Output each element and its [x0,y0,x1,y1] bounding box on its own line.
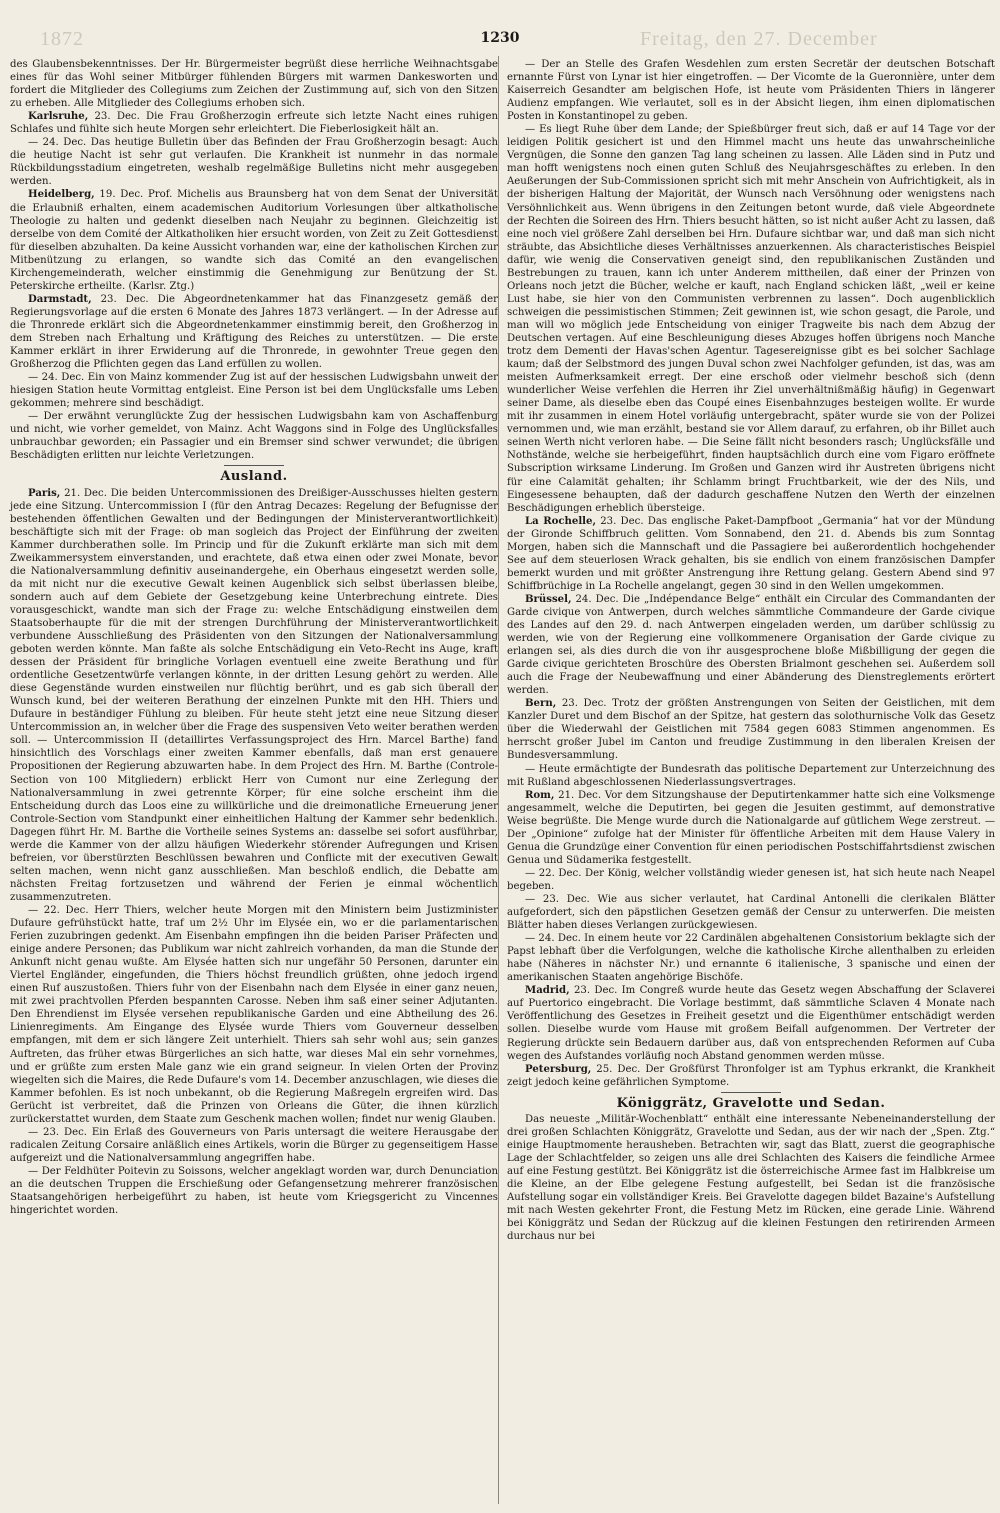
article-paragraph [10,410,498,462]
article-paragraph [507,593,995,697]
article-paragraph [10,110,498,136]
article-paragraph [507,515,995,593]
article-paragraph [507,1063,995,1089]
article-paragraph [507,932,995,984]
dateline: Heidelberg, [28,188,95,201]
dateline: Brüssel, [525,592,572,605]
bleed-through-year: 1872 [40,28,84,50]
article-paragraph [507,763,995,789]
paragraph-text: — 22. Dec. Der König, welcher vollständig wieder genesen ist, hat sich heute nach Neapel begeben. [507,867,995,892]
paragraph-text: 25. Dec. Der Großfürst Thronfolger ist am Typhus erkrankt, die Krankheit zeigt jedoch keine gefährlichen Symptome. [507,1063,995,1088]
article-paragraph [10,371,498,410]
dateline: Madrid, [525,984,570,997]
paragraph-text: — 23. Dec. Wie aus sicher verlautet, hat Cardinal Antonelli die clerikalen Blätter aufgefordert, sich den päpstlichen Gesetzen gemäß der Censur zu unterwerfen. Die meisten Blätter haben dieses Verlangen zurückgewiesen. [507,894,995,932]
paragraph-text: Das neueste „Militär-Wochenblatt“ enthält eine interessante Nebeneinanderstellung der drei großen Schlachten Königgrätz, Gravelotte und Sedan, aus der wir nach der „Spen. Ztg.“ einige Hauptmomente herausheben. Betrachten wir, sagt das Blatt, zuerst die geographische Lage der Schlachtfelder, so zeigen uns alle drei Schlachten des Kaisers die feindliche Armee auf eine Festung gestützt. Bei Königgrätz ist die österreichische Armee fast im Halbkreise um die Kleine, an der Elbe gelegene Festung aufgestellt, bei Sedan ist die französische Aufstellung sogar ein vollständiger Kreis. Bei Gravelotte dagegen bildet Bazaine's Aufstellung mit nach Westen gekehrter Front, die Festung Metz im Rücken, eine gerade Linie. Während bei Königgrätz und Sedan der Rückzug auf die kleinen Festungen den retirirenden Armeen durchaus nur bei [507,1113,995,1243]
section-rule [721,1092,781,1093]
page-number: 1230 [480,30,520,46]
paragraph-text: — 23. Dec. Ein Erlaß des Gouverneurs von Paris untersagt die weitere Herausgabe der radicalen Zeitung Corsaire anläßlich eines Artikels, worin die Bürger zu gegenseitigem Hasse aufgereizt und die Nationalversammlung angegriffen habe. [10,1126,498,1164]
paragraph-text: — Der Feldhüter Poitevin zu Soissons, welcher angeklagt worden war, durch Denunciation an die deutschen Truppen die Erschießung oder Gefangensetzung mehrerer französischen Staatsangehörigen herbeigeführt zu haben, ist heute vom Kriegsgericht zu Vincennes hingerichtet worden. [10,1165,498,1217]
right-column [507,58,995,1243]
paragraph-text: — Heute ermächtigte der Bundesrath das politische Departement zur Unterzeichnung des mit Rußland abgeschlossenen Niederlassungsvertrages. [507,763,995,788]
paragraph-text: — Es liegt Ruhe über dem Lande; der Spießbürger freut sich, daß er auf 14 Tage vor der leidigen Politik gesichert ist und den Himmel macht uns heute das unwahrscheinliche Vergnügen, die Sonne den ganzen Tag lang scheinen zu lassen. Alle Läden sind in Putz und man hofft wenigstens noch einen guten Schluß des Neujahrsgeschäftes zu erleben. In den Aeußerungen der Sub-Commissionen spricht sich mit mehr Anschein von Aufrichtigkeit, als in der bisherigen Haltung der Majorität, der Wunsch nach Versöhnung oder wenigstens nach Versöhnlichkeit aus. Wenn übrigens in den Zeitungen betont wurde, daß viele Abgeordnete der Rechten die Soireen des Hrn. Thiers besucht hätten, so ist nicht außer Acht zu lassen, daß eine noch viel größere Zahl derselben bei Hrn. Dufaure sichtbar war, und daß man sich nicht sträubte, das Absichtliche dieses Verhältnisses anzuerkennen. Als characteristisches Beispiel dafür, wie wenig die Conservativen geneigt sind, den republikanischen Zuständen und Bestrebungen zu trauen, kann ich unter Anderem mittheilen, daß einer der Prinzen von Orleans noch jetzt die Bücher, welche er kauft, nach England schicken läßt, „weil er keine Lust habe, sie hier von den Communisten verbrennen zu lassen“. Doch augenblicklich schweigen die pessimistischen Stimmen; Zeit gewinnen ist, wie schon gesagt, die Parole, und man will wo möglich jede Entscheidung von einiger Tragweite bis nach dem Abzug der Deutschen vertagen. Auf eine Beschleunigung dieses Abzuges hoffen übrigens noch Manche trotz dem Dementi der Havas'schen Agentur. Tagesereignisse gibt es bei solcher Sachlage kaum; daß der Selbstmord des jungen Duval schon zwei Nachfolger gefunden, ist das, was am meisten Aufmerksamkeit erregt. Der eine erschoß oder vielmehr beschoß sich (denn wunderlicher Weise verfehlen die Herren ihr Ziel unverhältnißmäßig häufig) in Gegenwart seiner Dame, als dieselbe eben das Coupé eines Eisenbahnzuges besteigen wollte. Er wurde mit ihr zusammen in einem Hotel vorläufig untergebracht, später wurde sie von der Polizei vernommen und, wie man erzählt, bestand sie vor Allem darauf, zu erfahren, ob ihr Billet auch seinen Werth nicht verloren habe. — Die Seine fällt nicht besonders rasch; Unglücksfälle und Nothstände, welche sie herbeigeführt, finden hauptsächlich durch eine vom Figaro eröffnete Subscription wirksame Linderung. Im Großen und Ganzen wird ihr Austreten übrigens nicht für eine Calamität gehalten; ihr Schlamm bringt Fruchtbarkeit, wie der des Nils, und Eingesessene behaupten, daß der dadurch geschaffene Nutzen den Werth der einzelnen Beschädigungen erheblich übersteige. [507,124,995,514]
article-paragraph [10,487,498,905]
paragraph-text: — 22. Dec. Herr Thiers, welcher heute Morgen mit den Ministern beim Justizminister Dufaure gefrühstückt hatte, traf um 2½ Uhr im Elysée ein, wo er die parlamentarischen Ferien zuzubringen gedenkt. Am Eisenbahn empfingen ihn die beiden Pariser Präfecten und einige andere Personen; das Publikum war nicht zahlreich vorhanden, da man die Stunde der Ankunft nicht genau wußte. Am Elysée hatten sich nur ungefähr 50 Personen, darunter ein Viertel Engländer, eingefunden, die Thiers höchst freundlich grüßten, ohne jedoch irgend einen Ruf auszustoßen. Thiers fuhr von der Eisenbahn nach dem Elysée in einer ganz neuen, mit zwei prachtvollen Pferden bespannten Carosse. Neben ihm saß einer seiner Adjutanten. Den Ehrendienst im Elysée versehen republikanische Garden und eine Abtheilung des 26. Linienregiments. Am Eingange des Elysée wurde Thiers vom Gouverneur desselben empfangen, mit dem er sich längere Zeit unterhielt. Thiers sah sehr wohl aus; sein ganzes Auftreten, das früher etwas Bürgerliches an sich hatte, war dieses Mal ein sehr vornehmes, und er grüßte zum ersten Male ganz wie ein grand seigneur. In vielen Orten der Provinz wiegelten sich die Maires, die Rede Dufaure's vom 14. December anzuschlagen, wie dieses die Kammer befohlen. Es ist noch unbekannt, ob die Regierung Maßregeln ergreifen wird. Das Gerücht ist verbreitet, daß die Prinzen von Orleans die Güter, die ihnen kürzlich zurückerstattet wurden, dem Staate zum Geschenk machen wollen; findet nur wenig Glauben. [10,905,499,1125]
bleed-through-date: Freitag, den 27. December [640,28,878,50]
article-paragraph [10,904,498,1126]
paragraph-text: — 24. Dec. Das heutige Bulletin über das Befinden der Frau Großherzogin besagt: Auch die heutige Nacht ist sehr gut verlaufen. Die Krankheit ist nunmehr in das normale Rückbildungsstadium eingetreten, weshalb regelmäßige Bulletins nicht mehr ausgegeben werden. [10,137,498,188]
article-paragraph [507,1113,995,1243]
article-paragraph [10,136,498,188]
article-paragraph [10,58,498,110]
paragraph-text: des Glaubensbekenntnisses. Der Hr. Bürgermeister begrüßt diese herrliche Weihnachtsgabe eines für das Wohl seiner Mitbürger fühlenden Bürgers mit warmen Dankesworten und fordert die Mitglieder des Collegiums zum Zeichen der Zustimmung auf, sich von den Sitzen zu erheben. Alle Mitglieder des Collegiums erhoben sich. [10,59,498,110]
paragraph-text: 21. Dec. Vor dem Sitzungshause der Deputirtenkammer hatte sich eine Volksmenge angesammelt, welche die Deputirten, bei gegen die Jesuiten gestimmt, auf demonstrative Weise begrüßte. Die Menge wurde durch die Nationalgarde auf gütlichem Wege zerstreut. — Der „Opinione“ zufolge hat der Minister für öffentliche Arbeiten mit dem Hause Valery in Genua die Grundzüge einer Convention für einen periodischen Postschiffahrtsdienst zwischen Genua und Südamerika festgestellt. [507,789,995,866]
paragraph-text: 24. Dec. Die „Indépendance Belge“ enthält ein Circular des Commandanten der Garde civique von Antwerpen, durch welches sämmtliche Commandeure der Garde civique des Landes auf den 29. d. nach Antwerpen eingeladen werden, um darüber schlüssig zu werden, wie von der Regierung eine vollkommenere Organisation der Garde civique zu erlangen sei, als dies durch die von ihr ausgesprochene bloße Mißbilligung der gegen die Garde civique gerichteten Broschüre des Obersten Brialmont geschehen sei. Außerdem soll auch die Frage der Neubewaffnung und einer Abänderung des Dienstreglements erörtert werden. [507,593,995,697]
article-paragraph [10,1126,498,1165]
article-paragraph [507,123,995,514]
paragraph-text: 21. Dec. Die beiden Untercommissionen des Dreißiger-Ausschusses hielten gestern jede eine Sitzung. Untercommission I (für den Antrag Decazes: Regelung der Befugnisse der bestehenden öffentlichen Gewalten und der Bedingungen der Ministerverantwortlichkeit) beschäftigte sich mit der Frage: ob man sogleich das Project der Einführung der zweiten Kammer durchberathen solle. Im Princip und für die Zukunft erklärte man sich mit dem Zweikammersystem einverstanden, und erachtete, daß etwa einen oder zwei Monate, bevor die Nationalversammlung definitiv auseinandergehe, ein Oberhaus eingesetzt werden solle, da mit nicht nur die executive Gewalt keinen Augenblick sich selbst überlassen bleibe, sondern auch auf dem Gebiete der Gesetzgebung keine Unterbrechung eintrete. Dies vorausgeschickt, wandte man sich der Frage zu: welche Entschädigung einstweilen dem Staatsoberhaupte für die mit der strengen Durchführung der Ministerverantwortlichkeit verbundene Ausschließung des Präsidenten von den Sitzungen der Nationalversammlung geboten werden könnte. Man faßte als solche Entschädigung ein Veto-Recht ins Auge, kraft dessen der Präsident für bringliche Vorlagen eventuell eine zweite Berathung und für ordentliche Gesetzentwürfe verlangen könnte, in der dritten Lesung gehört zu werden. Alle diese Gegenstände wurden einstweilen nur flüchtig berührt, und es gab sich überall der Wunsch kund, bei der weiteren Berathung der einzelnen Punkte mit den HH. Thiers und Dufaure in beständiger Fühlung zu bleiben. Für heute steht jetzt eine neue Sitzung dieser Untercommission an, in welcher über die Frage des suspensiven Veto weiter berathen werden soll. — Untercommission II (detaillirtes Verfassungsproject des Hrn. Marcel Barthe) fand hinsichtlich des Vorschlags einer zweiten Kammer ebenfalls, daß man erst genauere Propositionen der Regierung abzuwarten habe. In dem Project des Hrn. M. Barthe (Controle-Section von 100 Mitgliedern) erblickt Herr von Cumont nur eine Zerlegung der Nationalversammlung in zwei getrennte Körper; für eine solche erscheint ihm die Entscheidung durch das Loos eine zu willkürliche und die dreimonatliche Erneuerung jener Controle-Section vom Standpunkt einer einheitlichen Haltung der Kammer sehr bedenklich. Dagegen führt Hr. M. Barthe die Vortheile seines Systems an: dasselbe sei sofort ausführbar, werde die Kammer von der allzu häufigen Wiederkehr störender Aufregungen und Krisen befreien, vor überstürzten Beschlüssen bewahren und Conflicte mit der executiven Gewalt selten machen, wenn nicht ganz ausschließen. Man beschloß endlich, die Debatte am nächsten Freitag fortzusetzen und während der Ferien je einmal wöchentlich zusammenzutreten. [10,487,498,903]
paragraph-text: 23. Dec. Das englische Paket-Dampfboot „Germania“ hat vor der Mündung der Gironde Schiffbruch gelitten. Vom Sonnabend, den 21. d. Abends bis zum Sonntag Morgen, haben sich die Mannschaft und die Passagiere bei außerordentlich hochgehender See auf dem steuerlosen Wrack gehalten, bis sie endlich von einem französischen Dampfer bemerkt wurden und mit größter Anstrengung ihre Rettung gelang. Gestern Abend sind 97 Schiffbrüchige in La Rochelle angelangt, gegen 30 sind in den Wellen umgekommen. [507,515,995,592]
paragraph-text: — 24. Dec. Ein von Mainz kommender Zug ist auf der hessischen Ludwigsbahn unweit der hiesigen Station heute Vormittag entgleist. Eine Person ist bei dem Unglücksfalle ums Leben gekommen; mehrere sind beschädigt. [10,372,498,410]
paragraph-text: — Der erwähnt verunglückte Zug der hessischen Ludwigsbahn kam von Aschaffenburg und nicht, wie vorher gemeldet, von Mainz. Acht Waggons sind in Folge des Unglücksfalles unbrauchbar geworden; ein Passagier und ein Bremser sind schwer verwundet; die übrigen Beschädigten erlitten nur leichte Verletzungen. [10,411,498,462]
paragraph-text: 23. Dec. Trotz der größten Anstrengungen von Seiten der Geistlichen, mit dem Kanzler Duret und dem Bischof an der Spitze, hat gestern das solothurnische Volk das Gesetz über die Wiederwahl der Geistlichen mit 7584 gegen 6083 Stimmen angenommen. Es herrscht großer Jubel im Canton und freudige Zustimmung in den liberalen Kreisen der Bundesversammlung. [507,698,995,762]
article-paragraph [10,1165,498,1217]
paragraph-text: — Der an Stelle des Grafen Wesdehlen zum ersten Secretär der deutschen Botschaft ernannte Fürst von Lynar ist hier eingetroffen. — Der Vicomte de la Gueronnière, unter dem Kaiserreich Gesandter am belgischen Hofe, ist heute vom Präsidenten Thiers in längerer Audienz empfangen. Wie verlautet, soll es in der Absicht liegen, ihm einen diplomatischen Posten in Konstantinopel zu geben. [507,59,995,123]
dateline: Bern, [525,697,557,710]
paragraph-text: 19. Dec. Prof. Michelis aus Braunsberg hat von dem Senat der Universität die Erlaubniß erhalten, einem academischen Auditorium Vorlesungen über altkatholische Theologie zu halten und gedenkt dieselben nach Neujahr zu beginnen. Gleichzeitig ist derselbe von dem Comité der Altkatholiken hier ersucht worden, von Zeit zu Zeit Gottesdienst für dieselben abzuhalten. Da keine Aussicht vorhanden war, eine der katholischen Kirchen zur Mitbenützung zu erlangen, so wandte sich das Comité an den evangelischen Kirchengemeinderath, welcher einstimmig die Genehmigung zur Benützung der St. Peterskirche ertheilte. (Karlsr. Ztg.) [10,189,498,292]
dateline: Rom, [525,788,555,801]
paragraph-text: 23. Dec. Die Abgeordnetenkammer hat das Finanzgesetz gemäß der Regierungsvorlage auf die ersten 6 Monate des Jahres 1873 verlängert. — In der Adresse auf die Thronrede erklärt sich die Abgeordnetenkammer einstimmig bereit, den Großherzog in dem Streben nach Erhaltung und Kräftigung des Reiches zu unterstützen. — Die erste Kammer erklärt in ihrer Erwiderung auf die Thronrede, in gewohnter Treue gegen den Großherzog die Pflichten gegen das Land erfüllen zu wollen. [10,293,498,371]
left-column [10,58,498,1217]
section-heading: Königgrätz, Gravelotte und Sedan. [616,1095,886,1111]
article-paragraph [507,58,995,123]
paragraph-text: 23. Dec. Im Congreß wurde heute das Gesetz wegen Abschaffung der Sclaverei auf Puertorico eingebracht. Die Vorlage bestimmt, daß sämmtliche Sclaven 4 Monate nach Veröffentlichung des Gesetzes in Freiheit gesetzt und die Eigenthümer entschädigt werden sollen. Dieselbe wurde vom Hause mit großem Beifall aufgenommen. Der Vertreter der Regierung drückte sein Bedauern darüber aus, daß von entsprechenden Reformen auf Cuba wegen des Aufstandes vorläufig noch Abstand genommen werden müsse. [507,985,995,1062]
dateline: La Rochelle, [525,514,596,527]
dateline: Paris, [28,486,61,499]
paragraph-text: — 24. Dec. In einem heute vor 22 Cardinälen abgehaltenen Consistorium beklagte sich der Papst lebhaft über die Verfolgungen, welche die katholische Kirche allenthalben zu erleiden habe (Näheres in nächster Nr.) und ernannte 6 italienische, 3 spanische und einen der amerikanischen Staaten angehörige Bischöfe. [507,933,995,984]
column-divider [498,56,499,1504]
article-paragraph [507,867,995,893]
paragraph-text: 23. Dec. Die Frau Großherzogin erfreute sich letzte Nacht eines ruhigen Schlafes und fühlte sich heute Morgen sehr erleichtert. Die Fieberlosigkeit hält an. [10,111,498,136]
article-paragraph [507,789,995,867]
dateline: Darmstadt, [28,292,92,305]
article-paragraph [507,984,995,1062]
section-rule [224,465,284,466]
article-paragraph [10,188,498,292]
article-paragraph [507,697,995,762]
dateline: Karlsruhe, [28,110,89,123]
article-paragraph [10,293,498,371]
dateline: Petersburg, [525,1062,592,1075]
section-heading: Ausland. [220,469,288,485]
article-paragraph [507,893,995,932]
